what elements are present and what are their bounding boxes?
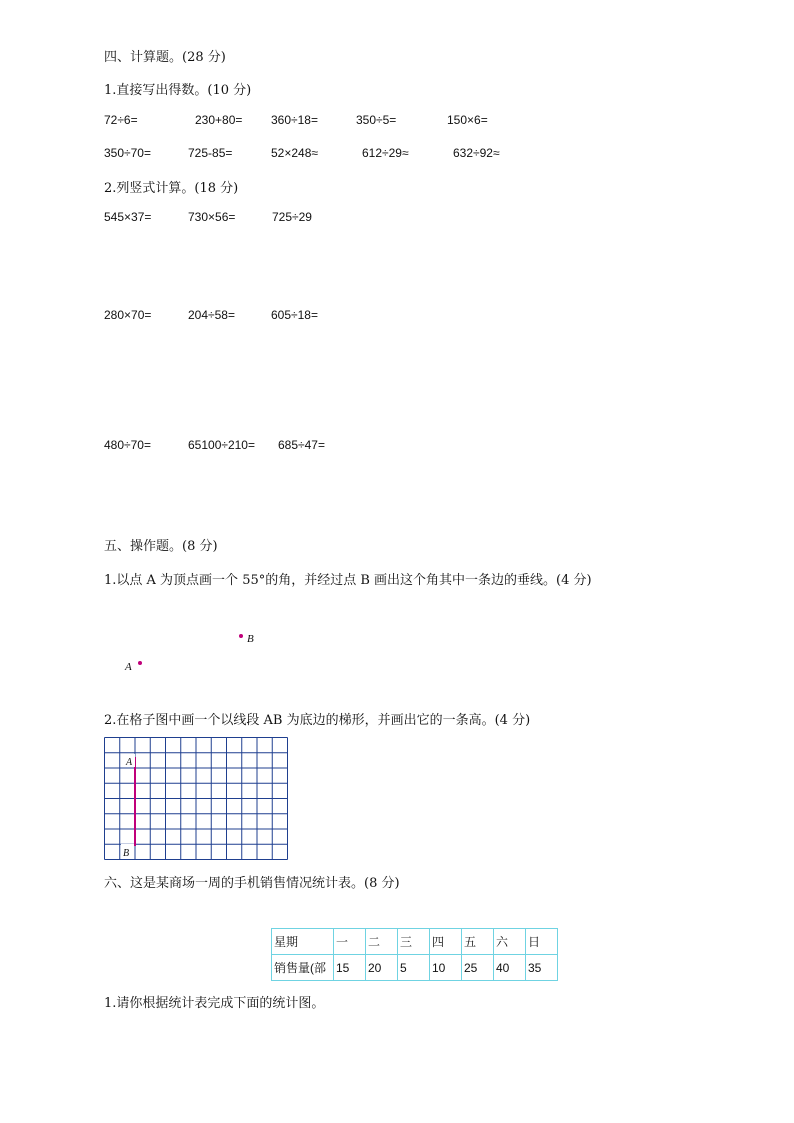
table-cell: 二 bbox=[366, 929, 398, 955]
vertical-calc-item: 545×37= bbox=[104, 210, 152, 224]
table-row bbox=[272, 929, 558, 955]
table-cell: 35 bbox=[526, 955, 558, 981]
vertical-calc-item: 204÷58= bbox=[188, 308, 235, 322]
calc-item: 725-85= bbox=[188, 146, 233, 160]
section6-q1-title: 1.请你根据统计表完成下面的统计图。 bbox=[104, 996, 325, 1011]
table-cell: 五 bbox=[462, 929, 494, 955]
point-b-dot bbox=[239, 634, 243, 638]
table-cell: 四 bbox=[430, 929, 462, 955]
calc-item: 632÷92≈ bbox=[453, 146, 500, 160]
table-header-cell: 星期 bbox=[272, 929, 334, 955]
vertical-calc-item: 280×70= bbox=[104, 308, 152, 322]
calc-item: 230+80= bbox=[195, 113, 243, 127]
point-a-dot bbox=[138, 661, 142, 665]
sales-table bbox=[271, 928, 558, 981]
vertical-calc-item: 605÷18= bbox=[271, 308, 318, 322]
grid-paper bbox=[104, 737, 290, 862]
table-header-cell: 销售量(部 bbox=[272, 955, 334, 981]
section5-q2-title: 2.在格子图中画一个以线段 AB 为底边的梯形，并画出它的一条高。(4 分) bbox=[104, 713, 531, 728]
table-cell: 15 bbox=[334, 955, 366, 981]
table-cell: 25 bbox=[462, 955, 494, 981]
calc-item: 52×248≈ bbox=[271, 146, 318, 160]
calc-item: 72÷6= bbox=[104, 113, 138, 127]
calc-item: 350÷70= bbox=[104, 146, 151, 160]
grid-label-b: B bbox=[123, 848, 130, 859]
table-cell: 20 bbox=[366, 955, 398, 981]
calc-item: 350÷5= bbox=[356, 113, 397, 127]
table-cell: 10 bbox=[430, 955, 462, 981]
point-a-label: A bbox=[125, 661, 132, 673]
calc-item: 360÷18= bbox=[271, 113, 318, 127]
section6-title: 六、这是某商场一周的手机销售情况统计表。(8 分) bbox=[104, 876, 400, 891]
vertical-calc-item: 730×56= bbox=[188, 210, 236, 224]
table-cell: 六 bbox=[494, 929, 526, 955]
table-cell: 三 bbox=[398, 929, 430, 955]
section5-title: 五、操作题。(8 分) bbox=[104, 539, 218, 554]
calc-item: 612÷29≈ bbox=[362, 146, 409, 160]
table-cell: 5 bbox=[398, 955, 430, 981]
vertical-calc-item: 685÷47= bbox=[278, 438, 325, 452]
section5-q1-title: 1.以点 A 为顶点画一个 55°的角，并经过点 B 画出这个角其中一条边的垂线。(4 分) bbox=[104, 573, 592, 588]
point-b-label: B bbox=[247, 633, 254, 645]
calc-item: 150×6= bbox=[447, 113, 488, 127]
section4-title: 四、计算题。(28 分) bbox=[104, 50, 226, 65]
section4-q1-title: 1.直接写出得数。(10 分) bbox=[104, 83, 252, 98]
vertical-calc-item: 725÷29 bbox=[272, 210, 312, 224]
vertical-calc-item: 65100÷210= bbox=[188, 438, 255, 452]
table-cell: 日 bbox=[526, 929, 558, 955]
table-row bbox=[272, 955, 558, 981]
table-cell: 40 bbox=[494, 955, 526, 981]
vertical-calc-item: 480÷70= bbox=[104, 438, 151, 452]
table-cell: 一 bbox=[334, 929, 366, 955]
section4-q2-title: 2.列竖式计算。(18 分) bbox=[104, 181, 239, 196]
grid-label-a: A bbox=[126, 757, 133, 768]
